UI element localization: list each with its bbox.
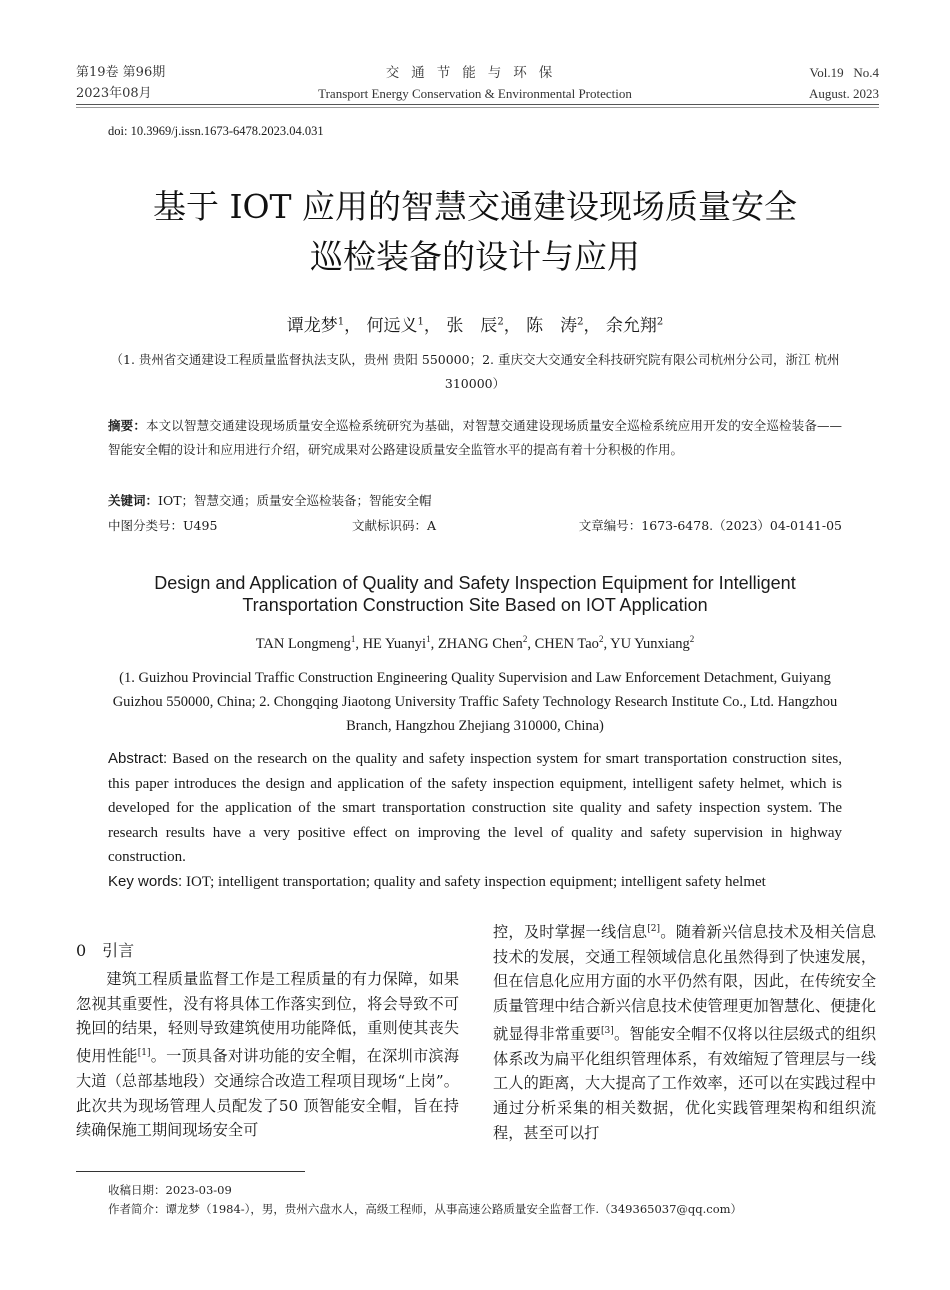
body-right-column: [493, 917, 876, 1145]
citation-ref: [2]: [647, 924, 661, 934]
authors-en: [0, 634, 950, 653]
author-separator: ，: [344, 316, 362, 336]
keywords-en-label: Key words:: [108, 873, 183, 890]
author-affil-sup: 2: [689, 634, 695, 644]
document-code: 文献标识码：A: [352, 518, 437, 533]
title-en-line2: Transportation Construction Site Based on IOT Application: [242, 595, 708, 615]
author-en: CHEN Tao: [534, 635, 599, 652]
abstract-cn-text: 本文以智慧交通建设现场质量安全巡检系统研究为基础，对智慧交通建设现场质量安全巡检系统应用开发的安全巡检装备——智能安全帽的设计和应用进行介绍，研究成果对公路建设质量安全监管水平的提高有着十分积极的作用。: [108, 418, 842, 457]
author-affil-sup: 2: [497, 316, 504, 328]
author-affil-sup: 1: [350, 634, 356, 644]
author-separator: ，: [583, 316, 601, 336]
abstract-cn-label: 摘要：: [108, 418, 146, 433]
authors-cn: [0, 311, 950, 336]
title-en-line1: Design and Application of Quality and Safety Inspection Equipment for Intelligent: [154, 573, 796, 593]
author-affil-sup: 1: [426, 634, 431, 644]
body-right-text-a: 控，及时掌握一线信息: [493, 923, 648, 942]
article-number: 文章编号：1673-6478.（2023）04-0141-05: [578, 518, 842, 533]
author-separator: ,: [430, 635, 438, 652]
author-affil-sup: 2: [598, 634, 604, 644]
clc-number: 中图分类号：U495: [108, 518, 218, 533]
footnote-author-bio: 作者简介：谭龙梦（1984-），男，贵州六盘水人，高级工程师，从事高速公路质量安全监督工作.（349365037@qq.com）: [108, 1202, 743, 1216]
header-date-en: August. 2023: [808, 86, 879, 101]
author-cn: 何远义: [366, 316, 418, 336]
author-separator: ，: [423, 316, 441, 336]
header-volume-issue-cn: 第19卷 第96期: [76, 65, 166, 80]
author-affil-sup: 2: [522, 634, 528, 644]
body-right-text-c: 。智能安全帽不仅将以往层级式的组织体系改为扁平化组织管理体系，有效缩短了管理层与一线工人的距离，大大提高了工作效率，还可以在实践过程中通过分析采集的相关数据，优化实践管理架构和组织流程，甚至可以打: [493, 1024, 877, 1142]
author-en: TAN Longmeng: [255, 635, 351, 652]
author-en: ZHANG Chen: [437, 635, 523, 652]
author-separator: ,: [527, 635, 535, 652]
footnote-received: 收稿日期：2023-03-09: [108, 1183, 232, 1197]
header-volume-issue-en: Vol.19 No.4: [809, 65, 879, 80]
author-separator: ,: [603, 635, 611, 652]
abstract-en-label: Abstract:: [108, 750, 168, 767]
title-cn-line1: 基于 IOT 应用的智慧交通建设现场质量安全: [152, 187, 798, 226]
body-right-text-b: 。随着新兴信息技术及相关信息技术的发展，交通工程领域信息化虽然得到了快速发展，但在信息化应用方面的水平仍然有限，因此，在传统安全质量管理中结合新兴信息技术使管理更加智慧化、便捷化就显得非常重要: [493, 923, 877, 1043]
author-affil-sup: 2: [577, 316, 584, 328]
author-en: HE Yuanyi: [362, 635, 427, 652]
author-separator: ，: [503, 316, 521, 336]
author-cn: 谭龙梦: [286, 316, 338, 336]
abstract-en: [108, 747, 842, 870]
body-left-text-cont: 。一顶具备对讲功能的安全帽，在深圳市滨海大道（总部基地段）交通综合改造工程项目现场“上岗”。此次共为现场管理人员配发了50 顶智能安全帽，旨在持续确保施工期间现场安全可: [76, 1047, 460, 1140]
author-cn: 余允翔: [605, 316, 657, 336]
keywords-en-text: IOT; intelligent transportation; quality and safety inspection equipment; intelligent safety helmet: [185, 874, 766, 890]
author-cn: 张 辰: [446, 316, 498, 336]
abstract-cn: [108, 414, 842, 462]
journal-title-cn: 交通节能与环保: [385, 65, 565, 81]
header-rule: [76, 104, 879, 105]
author-affil-sup: 1: [417, 316, 424, 328]
doi: doi: 10.3969/j.issn.1673-6478.2023.04.031: [108, 124, 324, 138]
author-cn: 陈 涛: [526, 316, 578, 336]
section-heading: 0 引言: [76, 941, 135, 960]
citation-ref: [3]: [601, 1025, 614, 1036]
abstract-en-text: Based on the research on the quality and safety inspection system for smart transportation construction sites, this paper introduces the design and application of the safety inspection equipment, intelligent safety helmet, which is developed for the application of the smart transportation construction site quality and safety inspection system. The research results have a very positive effect on improving the level of quality and safety supervision in highway construction.: [108, 751, 843, 865]
citation-ref: [1]: [137, 1048, 151, 1059]
author-en: YU Yunxiang: [610, 635, 690, 652]
author-separator: ,: [355, 635, 363, 652]
footnote-rule: [76, 1171, 305, 1172]
header-rule-thin: [76, 107, 879, 108]
header-date-cn: 2023年08月: [76, 86, 152, 101]
keywords-cn: [108, 491, 432, 509]
author-affil-sup: 1: [337, 316, 345, 328]
keywords-cn-label: 关键词：: [108, 493, 159, 508]
keywords-en: [108, 873, 766, 891]
affiliations-cn: （1. 贵州省交通建设工程质量监督执法支队，贵州 贵阳 550000；2. 重庆交大交通安全科技研究院有限公司杭州分公司，浙江 杭州 310000）: [110, 352, 840, 391]
affiliations-en: (1. Guizhou Provincial Traffic Construction Engineering Quality Supervision and Law Enforcement Detachment, Guiyang Guizhou 550000, China; 2. Chongqing Jiaotong University Traffic Safety Technology Research Institute Co., Ltd. Hangzhou Branch, Hangzhou Zhejiang 310000, China): [112, 670, 838, 734]
journal-title-en: Transport Energy Conservation & Environmental Protection: [318, 86, 632, 101]
author-affil-sup: 2: [656, 316, 664, 328]
title-cn-line2: 巡检装备的设计与应用: [310, 237, 640, 276]
body-left-text: 建筑工程质量监督工作是工程质量的有力保障，如果忽视其重要性，没有将具体工作落实到位，将会导致不可挽回的结果，轻则导致建筑使用功能降低，重则使其丧失使用性能: [76, 970, 459, 1066]
keywords-cn-text: IOT；智慧交通；质量安全巡检装备；智能安全帽: [158, 493, 432, 508]
body-left-column: [76, 967, 459, 1143]
